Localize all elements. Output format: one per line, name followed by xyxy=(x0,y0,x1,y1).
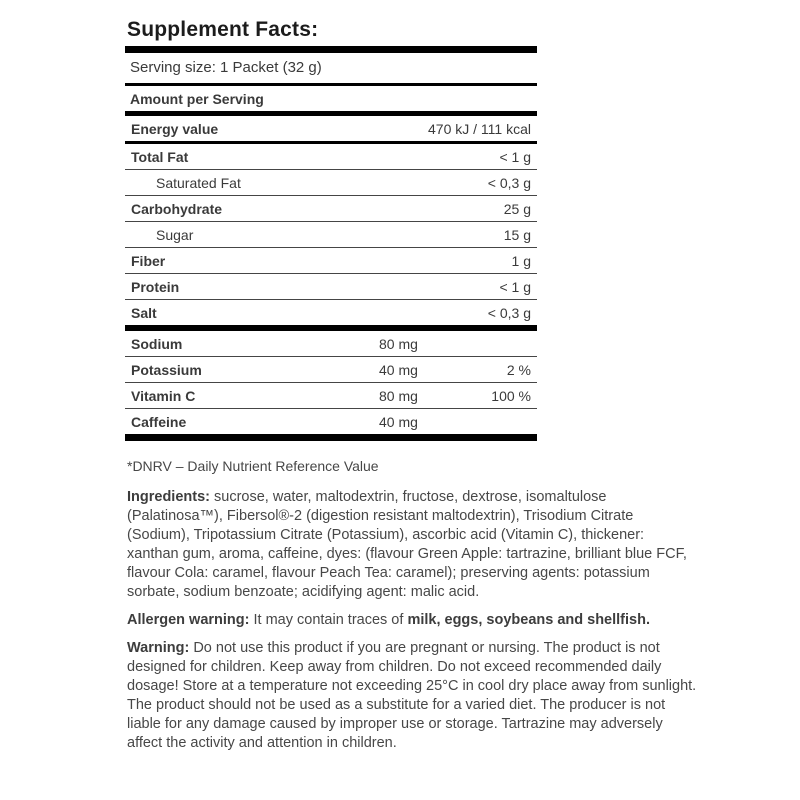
table-row xyxy=(125,116,537,144)
warning-paragraph xyxy=(127,639,697,753)
nutrient-percent-dnrv: 100 % xyxy=(491,387,531,404)
nutrient-label: Carbohydrate xyxy=(131,200,223,217)
paragraph-bold-text: Warning: xyxy=(127,640,190,656)
panel-title: Supplement Facts: xyxy=(127,18,319,41)
nutrient-value: < 1 g xyxy=(499,278,531,295)
table-row xyxy=(125,409,537,441)
amount-per-serving-header: Amount per Serving xyxy=(130,91,264,107)
info-paragraphs xyxy=(127,488,697,762)
table-row xyxy=(125,248,537,274)
nutrient-value: 470 kJ / 111 kcal xyxy=(428,120,531,137)
nutrient-value: 25 g xyxy=(503,200,531,217)
paragraph-bold-text: milk, eggs, soybeans and shellfish. xyxy=(407,612,650,628)
table-row xyxy=(125,222,537,248)
table-row xyxy=(125,144,537,170)
serving-size-row: Serving size: 1 Packet (32 g) xyxy=(130,59,322,76)
table-row xyxy=(125,196,537,222)
table-row xyxy=(125,331,537,357)
table-row xyxy=(125,300,537,331)
supplement-facts-panel xyxy=(125,18,537,441)
nutrient-rows xyxy=(125,116,537,441)
ingredients-paragraph xyxy=(127,488,697,602)
nutrient-amount: 80 mg xyxy=(379,335,418,352)
nutrient-label: Energy value xyxy=(131,120,219,137)
nutrient-label: Protein xyxy=(131,278,180,295)
paragraph-text: Do not use this product if you are pregnant or nursing. The product is not designed for children. Keep away from children. Do not exceed recommended daily dosage! Store at a temperature not exceeding 25°C in cool dry place away from sunlight. The product should not be used as a substitute for a varied diet. The producer is not liable for any damage caused by improper use or storage. Tartrazine may adversely affect the activity and attention in children. xyxy=(127,640,697,751)
nutrient-label: Fiber xyxy=(131,252,166,269)
table-row xyxy=(125,383,537,409)
nutrient-label: Potassium xyxy=(131,361,202,378)
table-row xyxy=(125,274,537,300)
dnrv-footnote: *DNRV – Daily Nutrient Reference Value xyxy=(127,458,379,474)
nutrient-value: < 0,3 g xyxy=(487,174,531,191)
nutrient-label: Total Fat xyxy=(131,148,189,165)
table-row xyxy=(125,170,537,196)
nutrient-label: Sodium xyxy=(131,335,183,352)
nutrient-value: < 0,3 g xyxy=(487,304,531,321)
nutrient-label: Caffeine xyxy=(131,413,187,430)
nutrient-amount: 40 mg xyxy=(379,361,418,378)
nutrient-label: Sugar xyxy=(156,226,194,243)
paragraph-text: It may contain traces of xyxy=(249,612,408,628)
nutrient-label: Vitamin C xyxy=(131,387,196,404)
nutrient-value: 15 g xyxy=(503,226,531,243)
nutrient-value: < 1 g xyxy=(499,148,531,165)
paragraph-bold-text: Allergen warning: xyxy=(127,612,250,628)
table-row xyxy=(125,357,537,383)
nutrient-percent-dnrv: 2 % xyxy=(506,361,531,378)
nutrient-amount: 80 mg xyxy=(379,387,418,404)
paragraph-bold-text: Ingredients: xyxy=(127,489,210,505)
nutrient-amount: 40 mg xyxy=(379,413,418,430)
divider-bar-top xyxy=(125,46,537,53)
nutrient-value: 1 g xyxy=(511,252,531,269)
nutrient-label: Salt xyxy=(131,304,157,321)
paragraph-text: sucrose, water, maltodextrin, fructose, dextrose, isomaltulose (Palatinosa™), Fibersol®-2 (digestion resistant maltodextrin), Trisodium Citrate (Sodium), Tripotassium Citrate (Potassium), ascorbic acid (Vitamin C), thickener: xanthan gum, aroma, caffeine, dyes: (flavour Green Apple: tartrazine, brilliant blue FCF, flavour Cola: caramel, flavour Peach Tea: caramel); preserving agents: potassium sorbate, sodium benzoate; acidifying agent: malic acid. xyxy=(127,489,687,600)
allergen-warning-paragraph xyxy=(127,611,697,630)
nutrient-label: Saturated Fat xyxy=(156,174,241,191)
